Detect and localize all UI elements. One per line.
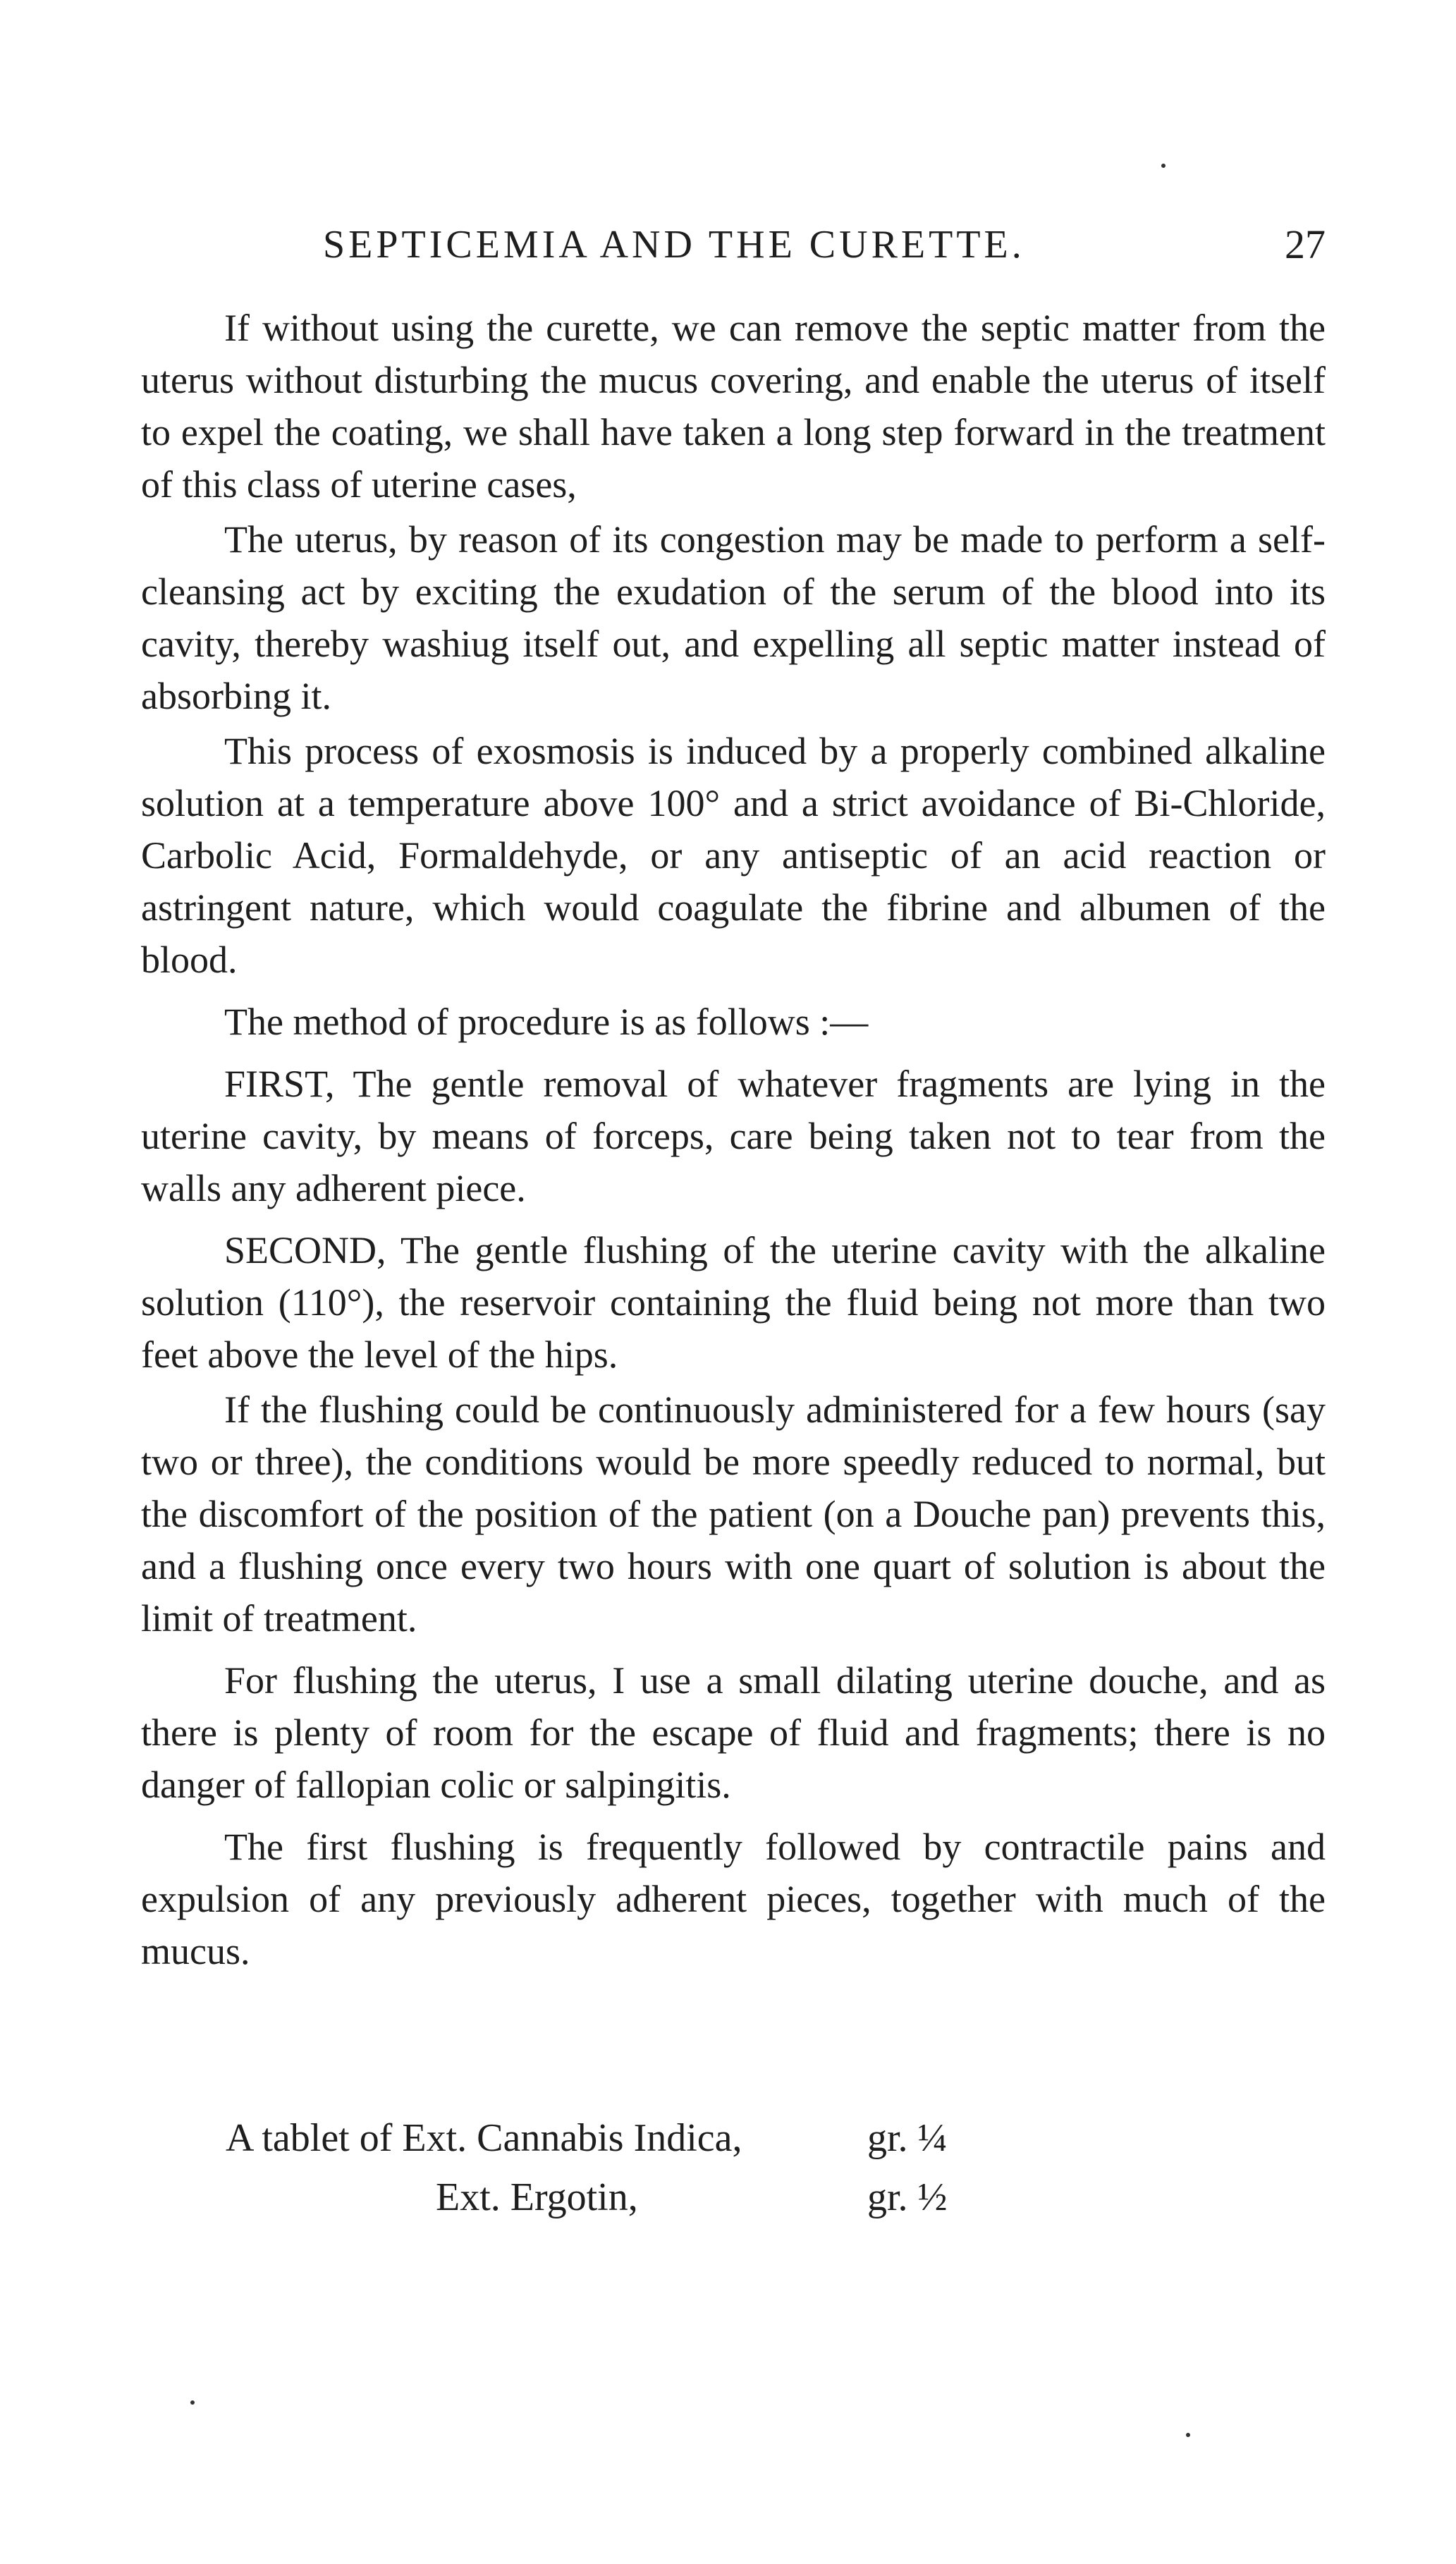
prescription (141, 2108, 1326, 2227)
prescription-line-cannabis (141, 2108, 1326, 2168)
prescription-item-cannabis: A tablet of Ext. Cannabis Indica, (226, 2116, 742, 2160)
paragraph-exosmosis: This process of exosmosis is induced by a properly combined alkaline solution at a temperature above 100° and a strict avoidance of Bi-Chloride, Carbolic Acid, Formaldehyde, or any antiseptic of an acid reaction or astringent nature, which would coagulate the fibrine and albumen of the blood. (141, 730, 1326, 981)
prescription-dose-ergotin: gr. ½ (867, 2175, 948, 2219)
paragraph-second-step: SECOND, The gentle flushing of the uterine cavity with the alkaline solution (110°), the reservoir containing the fluid being not more than two feet above the level of the hips. (141, 1229, 1326, 1376)
page-number: 27 (1285, 221, 1326, 267)
running-title: SEPTICEMIA AND THE CURETTE. (323, 223, 1025, 267)
body-text (141, 302, 1326, 1980)
paragraph-method: The method of procedure is as follows :— (224, 1001, 869, 1043)
running-head (141, 213, 1326, 276)
paragraph-curette: If without using the curette, we can remove the septic matter from the uterus without disturbing the mucus covering, and enable the uterus of itself to expel the coating, we shall have taken a long step forward in the treatment of this class of uterine cases, (141, 307, 1326, 506)
paragraph-douche: For flushing the uterus, I use a small dilating uterine douche, and as there is plenty of room for the escape of fluid and fragments; there is no danger of fallopian colic or salpingitis. (141, 1659, 1326, 1806)
prescription-dose-cannabis: gr. ¼ (867, 2116, 948, 2160)
paragraph-continuous-flushing: If the flushing could be continuously administered for a few hours (say two or three), the conditions would be more speedly reduced to normal, but the discomfort of the position of the patient (on a Douche pan) prevents this, and a flushing once every two hours with one quart of solution is about the limit of treatment. (141, 1388, 1326, 1640)
prescription-item-ergotin: Ext. Ergotin, (436, 2175, 638, 2219)
paragraph-self-cleansing: The uterus, by reason of its congestion may be made to perform a self-cleansing act by exciting the exudation of the serum of the blood into its cavity, thereby washiug itself out, and expelling all septic matter instead of absorbing it. (141, 518, 1326, 717)
paragraph-first-step: FIRST, The gentle removal of whatever fragments are lying in the uterine cavity, by means of forceps, care being taken not to tear from the walls any adherent piece. (141, 1063, 1326, 1209)
paragraph-first-flushing: The first flushing is frequently followed by contractile pains and expulsion of any previously adherent pieces, together with much of the mucus. (141, 1826, 1326, 1972)
prescription-line-ergotin (141, 2168, 1326, 2227)
print-speck (190, 2400, 195, 2405)
print-speck (1186, 2433, 1190, 2437)
print-speck (1161, 164, 1166, 168)
